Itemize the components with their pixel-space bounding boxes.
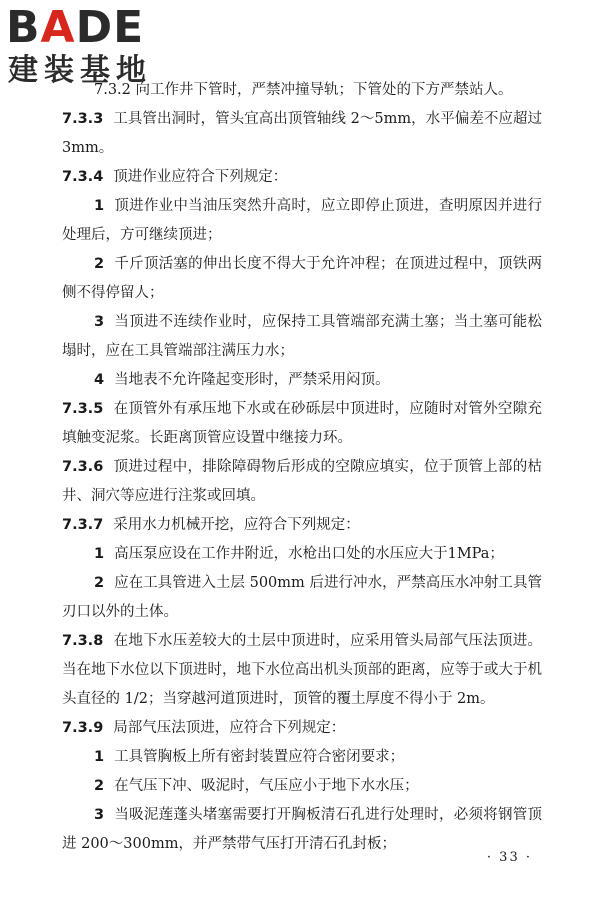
paragraph-text: 顶进作业中当油压突然升高时，应立即停止顶进，查明原因并进行处理后，方可继续顶进； <box>62 198 542 243</box>
clause-paragraph <box>62 395 542 453</box>
watermark-chinese-text: 建装基地 <box>8 53 152 88</box>
watermark-latin-suffix: DE <box>75 2 145 53</box>
item-number: 1 <box>94 198 105 214</box>
list-item-paragraph <box>62 569 542 627</box>
list-item-paragraph <box>62 772 542 801</box>
item-number: 3 <box>94 807 105 823</box>
paragraph-text: 顶进作业应符合下列规定： <box>113 169 288 185</box>
paragraph-text: 在地下水压差较大的土层中顶进时，应采用管头局部气压法顶进。当在地下水位以下顶进时，地下水位高出机头顶部的距离，应等于或大于机头直径的 1/2；当穿越河道顶进时，顶管的覆土厚度不得小于 2m。 <box>62 633 542 707</box>
clause-paragraph <box>62 453 542 511</box>
paragraph-text: 应在工具管进入土层 500mm 后进行冲水，严禁高压水冲射工具管刃口以外的土体。 <box>62 575 542 620</box>
item-number: 4 <box>94 372 105 388</box>
clause-number: 7.3.6 <box>62 459 104 475</box>
paragraph-text: 千斤顶活塞的伸出长度不得大于允许冲程；在顶进过程中，顶铁两侧不得停留人； <box>62 256 542 301</box>
list-item-paragraph <box>62 192 542 250</box>
clause-paragraph <box>62 105 542 163</box>
paragraph-text: 高压泵应设在工作井附近，水枪出口处的水压应大于1MPa； <box>114 546 504 562</box>
list-item-paragraph <box>62 743 542 772</box>
list-item-paragraph <box>62 540 542 569</box>
item-number: 2 <box>94 575 105 591</box>
item-number: 1 <box>94 546 105 562</box>
clause-paragraph <box>62 511 542 540</box>
clause-number: 7.3.3 <box>62 111 104 127</box>
list-item-paragraph <box>62 801 542 859</box>
watermark-latin-prefix: B <box>6 2 41 53</box>
document-body <box>62 76 542 859</box>
paragraph-text: 当吸泥莲蓬头堵塞需要打开胸板清石孔进行处理时，必须将钢管顶进 200～300mm，并严禁带气压打开清石孔封板； <box>62 807 542 852</box>
paragraph-text: 当地表不允许隆起变形时，严禁采用闷顶。 <box>114 372 390 388</box>
list-item-paragraph <box>62 250 542 308</box>
watermark-latin-text <box>6 4 144 52</box>
clause-number: 7.3.7 <box>62 517 104 533</box>
clause-paragraph <box>62 163 542 192</box>
item-number: 2 <box>94 256 105 272</box>
paragraph-text: 工具管胸板上所有密封装置应符合密闭要求； <box>114 749 405 765</box>
paragraph-text: 7.3.2 向工作井下管时，严禁冲撞导轨；下管处的下方严禁站人。 <box>94 82 513 98</box>
clause-paragraph <box>62 627 542 714</box>
item-number: 2 <box>94 778 105 794</box>
paragraph-text: 顶进过程中，排除障碍物后形成的空隙应填实，位于顶管上部的枯井、洞穴等应进行注浆或回填。 <box>62 459 542 504</box>
list-item-paragraph <box>62 308 542 366</box>
bade-watermark-logo <box>6 4 176 90</box>
paragraph-text: 在气压下冲、吸泥时，气压应小于地下水水压； <box>114 778 419 794</box>
clause-paragraph <box>62 714 542 743</box>
paragraph-text: 当顶进不连续作业时，应保持工具管端部充满土塞；当土塞可能松塌时，应在工具管端部注满压力水； <box>62 314 542 359</box>
paragraph-text: 在顶管外有承压地下水或在砂砾层中顶进时，应随时对管外空隙充填触变泥浆。长距离顶管应设置中继接力环。 <box>62 401 542 446</box>
item-number: 1 <box>94 749 105 765</box>
paragraph-text: 局部气压法顶进，应符合下列规定： <box>113 720 346 736</box>
paragraph-text: 工具管出洞时，管头宜高出顶管轴线 2～5mm，水平偏差不应超过 3mm。 <box>62 111 542 156</box>
clause-number: 7.3.5 <box>62 401 104 417</box>
list-item-paragraph <box>62 366 542 395</box>
clause-number: 7.3.8 <box>62 633 104 649</box>
clause-number: 7.3.9 <box>62 720 104 736</box>
page-number: · 33 · <box>486 850 532 865</box>
paragraph-text: 采用水力机械开挖，应符合下列规定： <box>113 517 360 533</box>
watermark-latin-accent: A <box>40 2 76 53</box>
clause-number: 7.3.4 <box>62 169 104 185</box>
item-number: 3 <box>94 314 105 330</box>
